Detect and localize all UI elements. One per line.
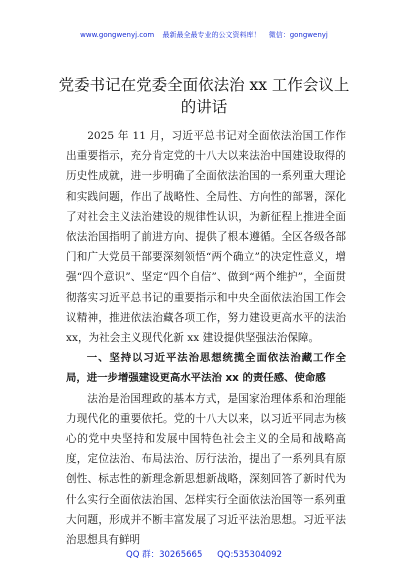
document-body	[66, 126, 346, 550]
header-slogan: 最新最全最专业的公文资料库！	[162, 31, 261, 39]
paragraph: 2025 年 11 月，习近平总书记对全面依法治国工作作出重要指示，充分肯定党的十八大以来法治中国建设取得的历史性成就，进一步明确了全面依法治国的一系列重大理论和实践问题，作出了战略性、全局性、方向性的部署，深化了对社会主义法治建设的规律性认识，为新征程上推进全面依法治国指明了前进方向、提供了根本遵循。全区各级各部门和广大党员干部要深刻领悟“两个确立”的决定性意义，增强“四个意识”、坚定“四个自信”、做到“两个维护”，全面贯彻落实习近平总书记的重要指示和中央全面依法治国工作会议精神，推进依法治藏各项工作，努力建设更高水平的法治 xx，为社会主义现代化新 xx 建设提供坚强法治保障。	[66, 130, 346, 345]
footer-qq-group: QQ 群：30265665	[126, 550, 203, 560]
header-site-link[interactable]: www.gongwenyj.com	[80, 31, 155, 39]
header-line	[0, 30, 408, 40]
footer-line	[0, 548, 408, 560]
section-heading: 一、坚持以习近平法治思想统揽全面依法治藏工作全局，进一步增强建设更高水平法治 xx 的责任感、使命感	[66, 352, 346, 385]
header-wechat: 微信：gongwenyj	[268, 31, 328, 39]
footer-qq: QQ:535304092	[217, 550, 282, 560]
document-title: 党委书记在党委全面依法治 xx 工作会议上的讲话	[58, 76, 350, 116]
paragraph: 法治是治国理政的基本方式，是国家治理体系和治理能力现代化的重要依托。党的十八大以来，以习近平同志为核心的党中央坚持和发展中国特色社会主义的全局和战略高度，定位法治、布局法治、厉行法治，提出了一系列具有原创性、标志性的新理念新思想新战略，深刻回答了新时代为什么实行全面依法治国、怎样实行全面依法治国等一系列重大问题，形成并不断丰富发展了习近平法治思想。习近平法治思想具有鲜明	[66, 392, 346, 547]
